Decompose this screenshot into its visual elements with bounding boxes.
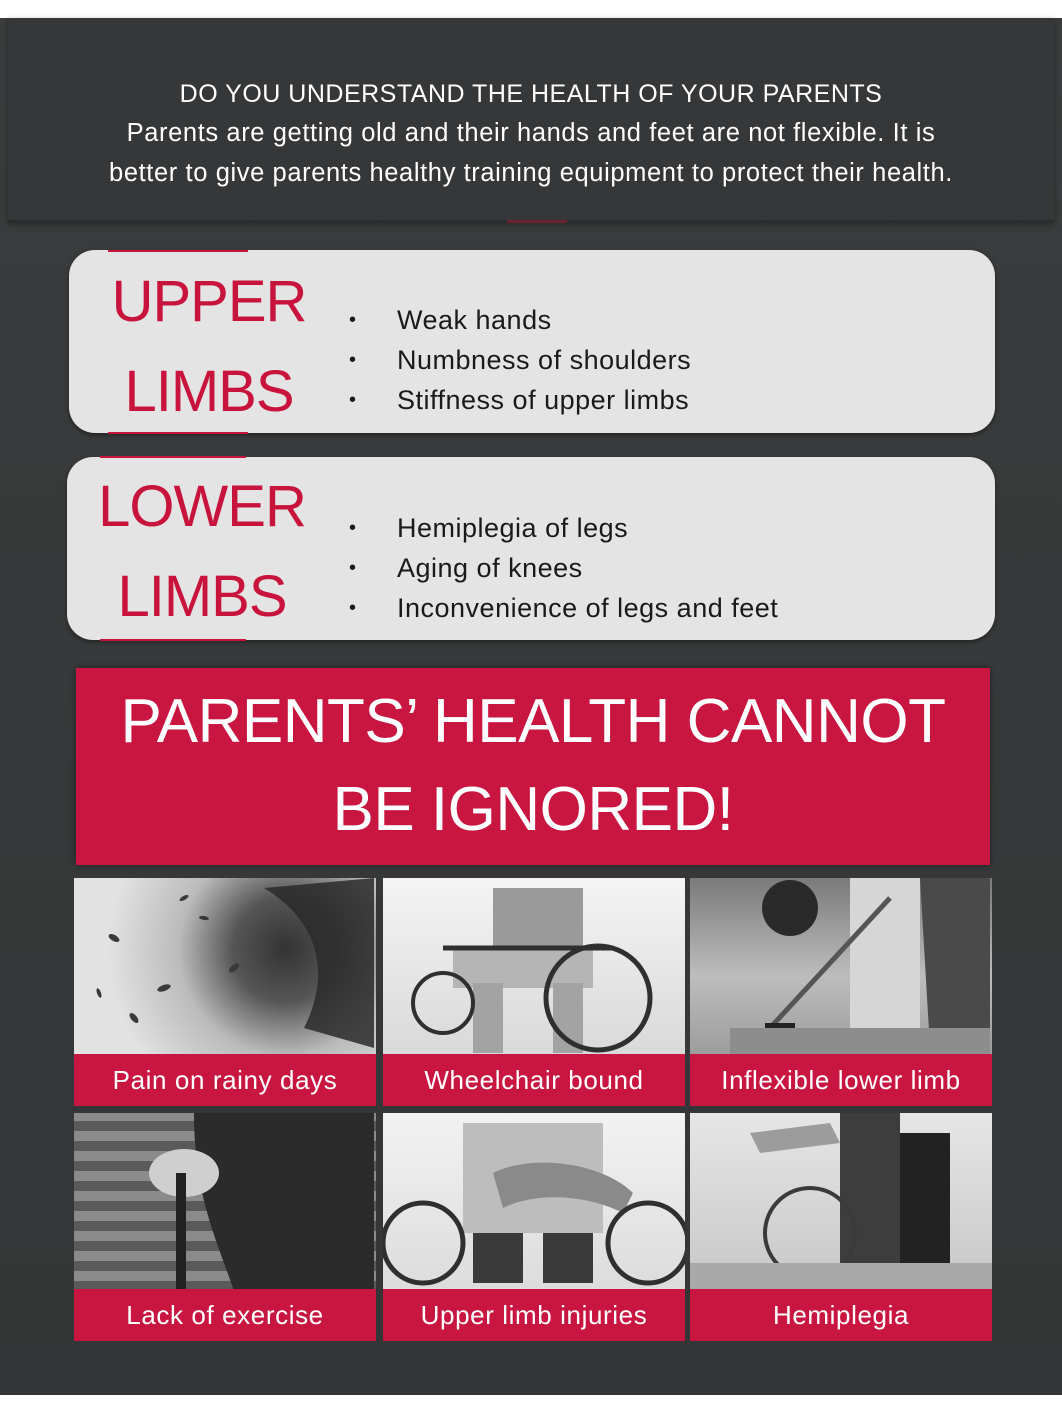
intro-line-1: Parents are getting old and their hands and feet are not flexible. It is bbox=[126, 119, 936, 147]
banner-line-1: PARENTS’ HEALTH CANNOT bbox=[120, 687, 946, 756]
list-item bbox=[349, 300, 691, 340]
bullet-icon: • bbox=[349, 597, 357, 619]
lower-label-bottom-rule bbox=[100, 639, 246, 641]
warning-banner bbox=[76, 668, 990, 865]
list-item-text: Aging of knees bbox=[397, 553, 583, 583]
banner-line-2: BE IGNORED! bbox=[332, 775, 734, 844]
lower-limbs-list bbox=[349, 508, 778, 628]
tile-wheelchair-bound bbox=[383, 878, 685, 1106]
wheelchair-photo bbox=[383, 878, 685, 1056]
wheelchair-icon bbox=[383, 878, 685, 1056]
upper-label-line-2: LIMBS bbox=[124, 359, 294, 424]
falling-leaves-photo bbox=[74, 878, 376, 1056]
list-item bbox=[349, 508, 778, 548]
upper-label-top-rule bbox=[108, 250, 248, 252]
bullet-icon: • bbox=[349, 389, 357, 411]
list-item-text: Hemiplegia of legs bbox=[397, 513, 629, 543]
assisted-walk-icon bbox=[690, 1113, 992, 1291]
poster bbox=[0, 18, 1062, 1395]
tile-hemiplegia bbox=[690, 1113, 992, 1341]
list-item-text: Numbness of shoulders bbox=[397, 345, 692, 375]
list-item bbox=[349, 380, 691, 420]
hands-on-cane-photo bbox=[74, 1113, 376, 1291]
intro-panel bbox=[8, 18, 1054, 222]
hands-on-cane-icon bbox=[74, 1113, 376, 1291]
tile-caption: Upper limb injuries bbox=[383, 1289, 685, 1341]
tile-caption: Hemiplegia bbox=[690, 1289, 992, 1341]
falling-leaves-icon bbox=[74, 878, 376, 1056]
bullet-icon: • bbox=[349, 517, 357, 539]
intro-title: DO YOU UNDERSTAND THE HEALTH OF YOUR PARENTS bbox=[179, 80, 883, 108]
tile-lack-of-exercise bbox=[74, 1113, 376, 1341]
lower-limbs-label bbox=[77, 462, 327, 642]
walking-cane-photo bbox=[690, 878, 992, 1056]
list-item bbox=[349, 548, 778, 588]
upper-limbs-card bbox=[69, 250, 995, 433]
bullet-icon: • bbox=[349, 309, 357, 331]
assisted-walk-photo bbox=[690, 1113, 992, 1291]
list-item bbox=[349, 340, 691, 380]
lower-label-line-1: LOWER bbox=[98, 474, 306, 539]
upper-label-line-1: UPPER bbox=[111, 269, 307, 334]
tile-upper-limb-injuries bbox=[383, 1113, 685, 1341]
lower-label-line-2: LIMBS bbox=[117, 564, 287, 629]
upper-limbs-list bbox=[349, 300, 691, 420]
walking-cane-icon bbox=[690, 878, 992, 1056]
tile-caption: Wheelchair bound bbox=[383, 1054, 685, 1106]
arm-sling-photo bbox=[383, 1113, 685, 1291]
tile-caption: Lack of exercise bbox=[74, 1289, 376, 1341]
bullet-icon: • bbox=[349, 349, 357, 371]
intro-line-2: better to give parents healthy training equipment to protect their health. bbox=[109, 159, 953, 187]
lower-label-top-rule bbox=[100, 456, 246, 458]
lower-limbs-card bbox=[67, 457, 995, 640]
upper-label-bottom-rule bbox=[108, 432, 248, 434]
list-item bbox=[349, 588, 778, 628]
tile-pain-on-rainy-days bbox=[74, 878, 376, 1106]
list-item-text: Weak hands bbox=[397, 305, 552, 335]
tile-caption: Inflexible lower limb bbox=[690, 1054, 992, 1106]
list-item-text: Stiffness of upper limbs bbox=[397, 385, 690, 415]
list-item-text: Inconvenience of legs and feet bbox=[397, 593, 779, 623]
divider-accent bbox=[507, 220, 567, 223]
upper-limbs-label bbox=[99, 257, 319, 437]
bullet-icon: • bbox=[349, 557, 357, 579]
tile-inflexible-lower-limb bbox=[690, 878, 992, 1106]
tile-caption: Pain on rainy days bbox=[74, 1054, 376, 1106]
arm-sling-icon bbox=[383, 1113, 685, 1291]
